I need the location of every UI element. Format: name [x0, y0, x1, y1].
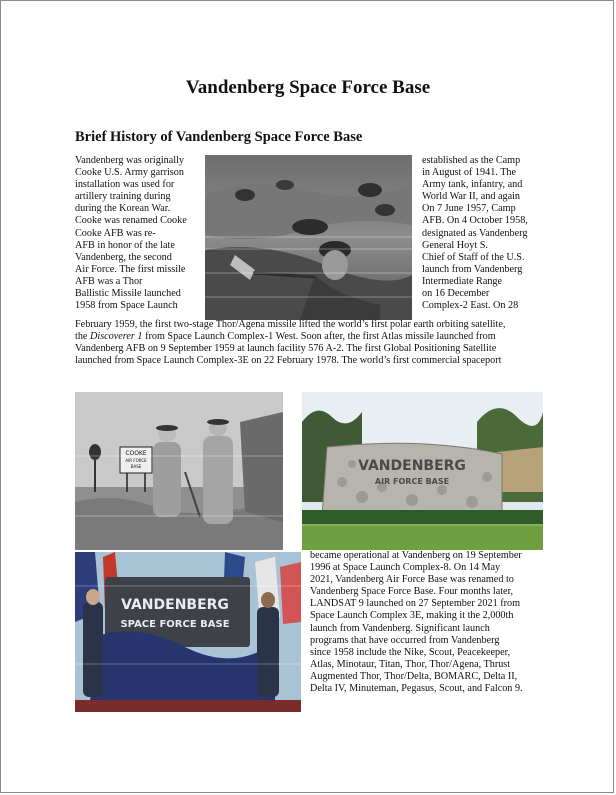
text-line: LANDSAT 9 launched on 27 September 2021 from	[310, 598, 521, 610]
text-line: installation was used for	[75, 179, 175, 191]
photo-space-force-base-unveiling	[75, 552, 301, 712]
text-line: Cooke AFB was re-	[75, 227, 156, 239]
right-text-column	[422, 155, 528, 312]
sign-line: AIR FORCE BASE	[374, 477, 450, 486]
full-width-paragraph	[75, 319, 545, 367]
text-line: Chief of Staff of the U.S.	[422, 251, 525, 263]
text-line: Augmented Thor, Thor/Delta, BOMARC, Delta II,	[310, 670, 518, 682]
text-line: Space Launch Complex 3E, making it the 2,000th	[310, 610, 514, 622]
text-line: World War II, and again	[422, 191, 521, 203]
page-title: Vandenberg Space Force Base	[185, 77, 431, 98]
text-line: Cooke U.S. Army garrison	[75, 167, 184, 179]
text-line: February 1959, the first two-stage Thor/Agena missile lifted the world’s first polar earth orbiting satellite,	[75, 319, 506, 330]
text-line: during the Korean War.	[75, 203, 171, 215]
text-line: 1996 at Space Launch Complex-8. On 14 May	[310, 562, 501, 574]
sign-line: VANDENBERG	[121, 597, 229, 613]
text-line: Army tank, infantry, and	[422, 179, 523, 191]
text-line: Intermediate Range	[422, 275, 503, 287]
text-line: on 16 December	[422, 288, 490, 300]
sign-line: BASE	[130, 464, 142, 469]
text-line: since 1958 include the Nike, Scout, Peacekeeper,	[310, 646, 511, 658]
text-line: 2021, Vandenberg Air Force Base was renamed to	[310, 574, 514, 586]
photo-cooke-afb-ceremony	[75, 392, 283, 550]
text-line: Cooke was renamed Cooke	[75, 215, 187, 227]
text-line: Ballistic Missile launched	[75, 288, 181, 300]
text-line: 1958 from Space Launch	[75, 300, 178, 312]
text-line: established as the Camp	[422, 155, 521, 166]
sign-line: SPACE FORCE BASE	[120, 619, 230, 630]
text-line: became operational at Vandenberg on 19 September	[310, 550, 522, 561]
text-line: Vandenberg, the second	[75, 251, 172, 263]
text-line: On 7 June 1957, Camp	[422, 203, 516, 215]
sign-line: AIR FORCE	[125, 458, 147, 463]
text-line: launched from Space Launch Complex-3E on 22 February 1978. The world’s first commercial spaceport	[75, 355, 502, 367]
photo-vandenberg-afb-sign	[302, 392, 543, 550]
text-line: Complex-2 East. On 28	[422, 300, 519, 312]
text-line: artillery training during	[75, 191, 171, 203]
text-line	[75, 331, 545, 343]
left-text-column	[75, 155, 187, 312]
text-line: AFB in honor of the late	[75, 239, 175, 251]
text-line: Air Force. The first missile	[75, 263, 186, 275]
section-heading: Brief History of Vandenberg Space Force Base	[75, 129, 363, 145]
text-line: Atlas, Minotaur, Titan, Thor, Thor/Agena, Thrust	[310, 658, 511, 670]
sign-line: VANDENBERG	[358, 458, 466, 474]
text-line: Delta IV, Minuteman, Pegasus, Scout, and Falcon 9.	[310, 683, 523, 695]
text-line: Vandenberg was originally	[75, 155, 185, 166]
sign-line: COOKE	[125, 450, 147, 457]
text-line: programs that have occurred from Vandenberg	[310, 634, 500, 646]
bottom-right-text-column	[310, 550, 545, 695]
text-line: AFB. On 4 October 1958,	[422, 215, 528, 227]
text-fragment: from Space Launch Complex-1 West. Soon after, the first Atlas missile launched from	[142, 331, 496, 343]
text-line: Vandenberg Space Force Base. Four months later,	[310, 586, 514, 598]
text-line: in August of 1941. The	[422, 167, 517, 179]
text-line: General Hoyt S.	[422, 239, 488, 251]
text-line: launch from Vandenberg. Significant launch	[310, 622, 490, 634]
photo-soldiers-training	[205, 155, 412, 320]
satellite-name: Discoverer 1	[90, 331, 143, 343]
text-fragment: the	[75, 331, 90, 343]
text-line: AFB was a Thor	[75, 275, 143, 287]
text-line: designated as Vandenberg	[422, 227, 528, 239]
text-line: Vandenberg AFB on 9 September 1959 at launch facility 576 A-2. The first Global Positioning Satellite	[75, 343, 497, 355]
text-line: launch from Vandenberg	[422, 263, 523, 275]
